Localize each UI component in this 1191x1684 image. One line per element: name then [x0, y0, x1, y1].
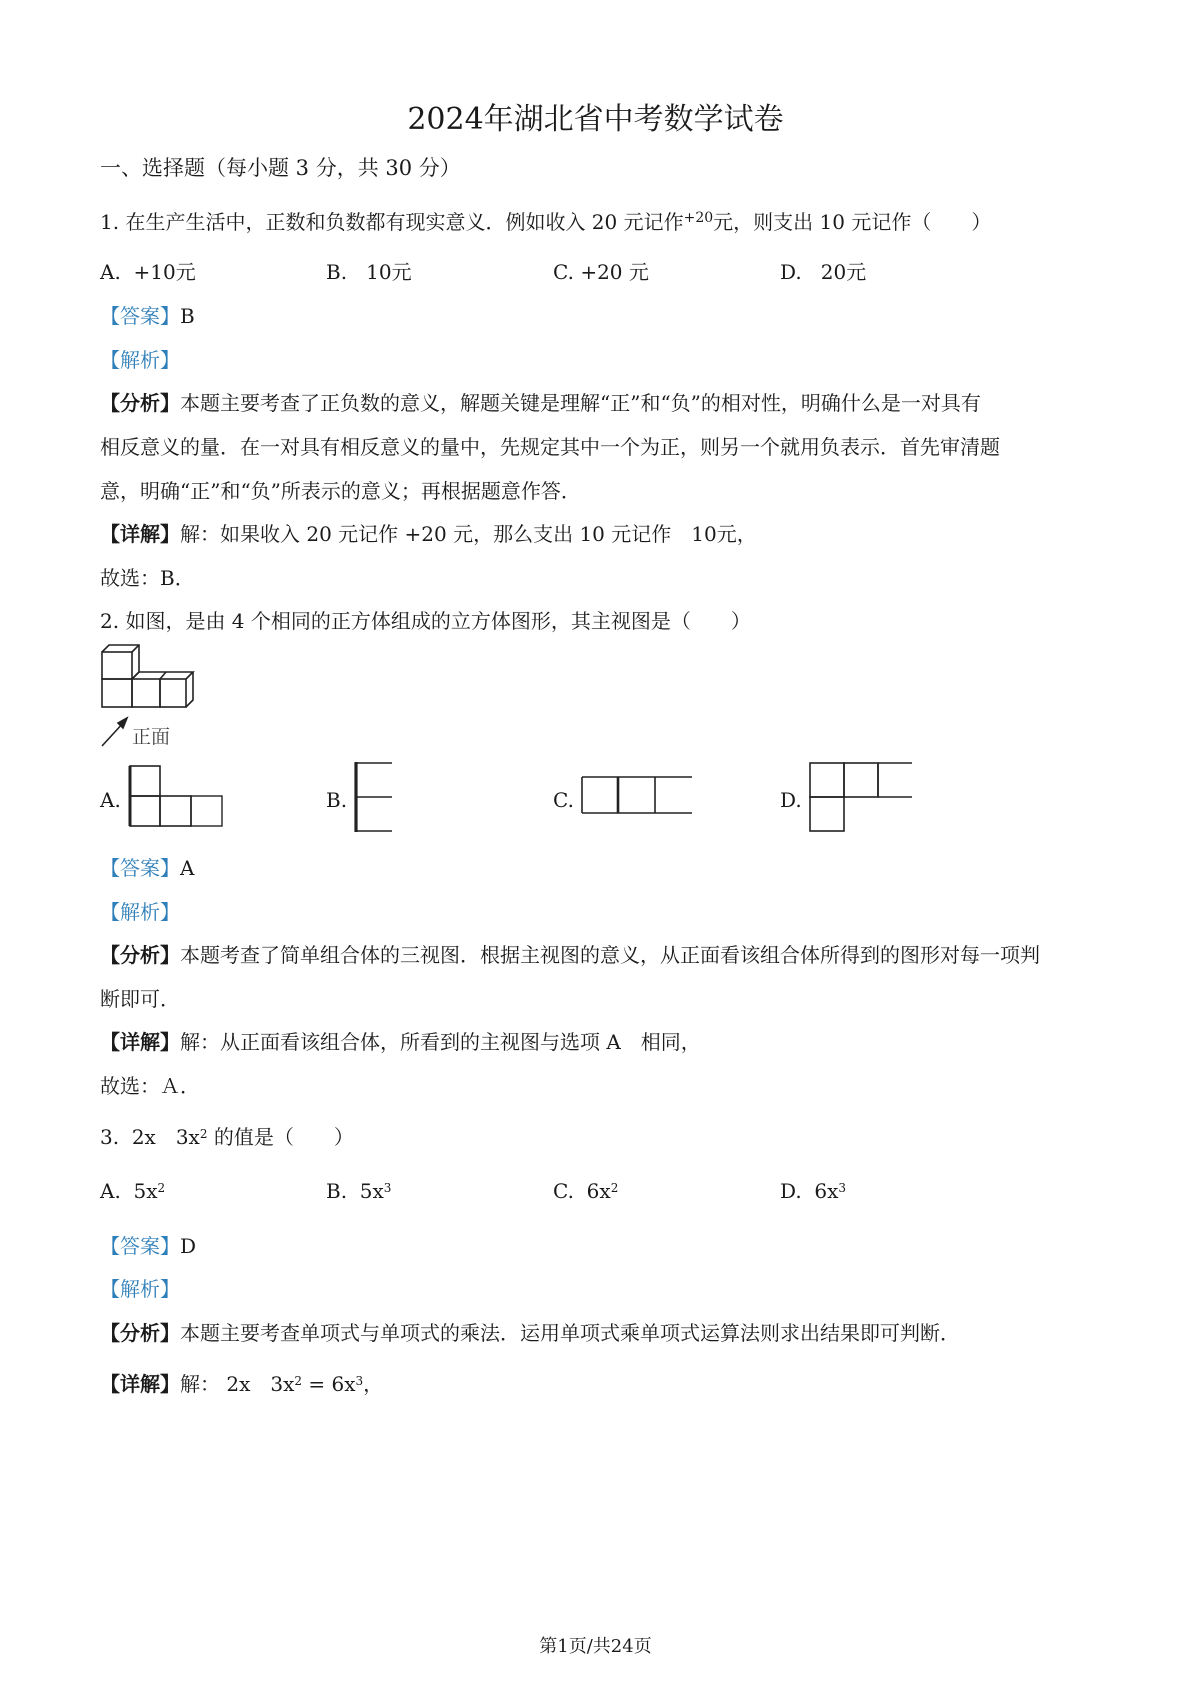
- q2-jiexi-tag: 【解析】: [100, 900, 180, 924]
- q1-stem-sup: +20: [683, 210, 714, 226]
- q3-option-d: D. $6x^3$: [780, 1179, 847, 1203]
- q2-fenxi-line-2: 断即可．: [100, 987, 180, 1011]
- answer-value: D: [180, 1234, 197, 1258]
- q2-option-c-key: C.: [553, 788, 574, 812]
- q1-option-d: D. 20元: [780, 260, 867, 284]
- q1-answer: [100, 300, 195, 329]
- q1-option-a: A. +10元: [100, 260, 196, 284]
- q2-guxuan: 故选：Ａ．: [100, 1074, 200, 1098]
- q3-stem: 3. 2x $3x^2$ 的值是（ ）: [100, 1125, 354, 1149]
- q2-fenxi-line-1: 【分析】本题考查了简单组合体的三视图．根据主视图的意义，从正面看该组合体所得到的图形对每一项判: [100, 943, 1040, 967]
- q1-stem-tail: 元，则支出 10 元记作（ ）: [713, 210, 992, 234]
- q3-option-a: A. $5x^2$: [100, 1179, 166, 1203]
- q3-fenxi: 【分析】本题主要考查单项式与单项式的乘法．运用单项式乘单项式运算法则求出结果即可判断．: [100, 1321, 960, 1345]
- answer-tag: 【答案】: [100, 304, 180, 328]
- front-label: 正面: [132, 726, 171, 748]
- q3-xiangjie: 【详解】解： 2x $3x^2 = 6x^3$，: [100, 1372, 384, 1396]
- q1-jiexi-tag: 【解析】: [100, 348, 180, 372]
- answer-tag: 【答案】: [100, 856, 180, 880]
- q2-answer: [100, 852, 194, 881]
- q1-xiangjie: 【详解】解：如果收入 20 元记作 +20 元，那么支出 10 元记作 10元，: [100, 522, 757, 546]
- q2-option-a-figure: [126, 762, 228, 830]
- q1-guxuan: 故选：B．: [100, 566, 195, 590]
- answer-value: B: [180, 304, 195, 328]
- q3-option-c: C. $6x^2$: [553, 1179, 619, 1203]
- q3-option-b: B. $5x^3$: [326, 1179, 392, 1203]
- q2-xiangjie: 【详解】解：从正面看该组合体，所看到的主视图与选项 A 相同，: [100, 1030, 701, 1054]
- q1-fenxi-line-3: 意，明确“正”和“负”所表示的意义；再根据题意作答．: [100, 479, 581, 503]
- q1-fenxi-line-2: 相反意义的量．在一对具有相反意义的量中，先规定其中一个为正，则另一个就用负表示．首先审清题: [100, 435, 1000, 459]
- q3-jiexi-tag: 【解析】: [100, 1277, 180, 1301]
- page-footer: 第1页/共24页: [539, 1636, 652, 1657]
- section-heading: 一、选择题（每小题 3 分，共 30 分）: [100, 156, 461, 180]
- q1-stem-text: 1. 在生产生活中，正数和负数都有现实意义．例如收入 20 元记作: [100, 210, 684, 234]
- answer-value: A: [180, 856, 195, 880]
- q1-fenxi-line-1: 【分析】本题主要考查了正负数的意义，解题关键是理解“正”和“负”的相对性，明确什么是一对具有: [100, 391, 981, 415]
- q1-option-c: C. +20 元: [553, 260, 649, 284]
- q2-option-d-figure: [806, 760, 916, 834]
- q2-option-b-figure: [352, 760, 396, 834]
- q3-answer: [100, 1230, 196, 1259]
- q2-option-d-key: D.: [780, 788, 802, 812]
- q2-option-b-key: B.: [326, 788, 348, 812]
- q2-option-a-key: A.: [100, 788, 121, 812]
- answer-tag: 【答案】: [100, 1234, 180, 1258]
- page-title: 2024年湖北省中考数学试卷: [407, 102, 784, 137]
- q2-stem: 2. 如图，是由 4 个相同的正方体组成的立方体图形，其主视图是（ ）: [100, 609, 751, 633]
- q1-stem: [100, 206, 991, 235]
- q1-option-b: B. 10元: [326, 260, 412, 284]
- q2-option-c-figure: [578, 774, 696, 818]
